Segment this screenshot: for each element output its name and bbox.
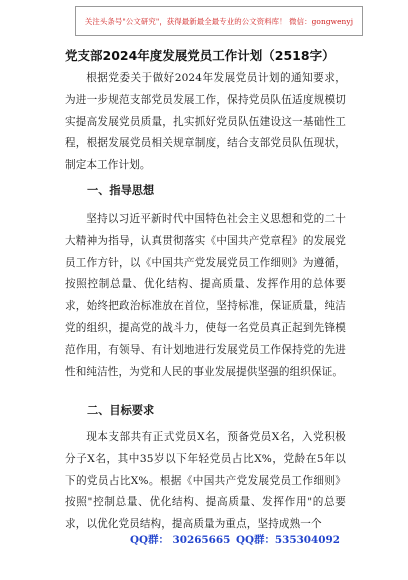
goals-paragraph: 现本支部共有正式党员X名，预备党员X名，入党积极分子X名，其中35岁以下年轻党员占比X%，党龄在5年以下的党员占比X%。根据《中国共产党发展党员工作细则》按照"控制总量、优化结构、提高质量、发挥作用"的总要求，以优化党员结构，提高质量为重点，坚持成熟一个 [65, 431, 346, 531]
section-heading-goals: 二、目标要求 [87, 404, 155, 417]
intro-paragraph: 根据党委关于做好2024年发展党员计划的通知要求，为进一步规范支部党员发展工作，保持党员队伍适度规模切实提高发展党员质量，扎实抓好党员队伍建设这一基础性工程，根据发展党员相关规章制度，结合支部党员队伍现状，制定本工作计划。 [65, 72, 346, 172]
section-heading-guiding-ideology: 一、指导思想 [87, 184, 155, 197]
promo-banner-text: 关注头条号"公文研究"，获得最新最全最专业的公文资料库！ 微信：gongwenyj [84, 16, 354, 26]
footer-qq-group-2: QQ群：535304092 [236, 534, 340, 546]
document-title: 党支部2024年度发展党员工作计划（2518字） [65, 48, 335, 63]
footer-qq-group-1: QQ群： 30265665 [130, 534, 231, 546]
promo-banner [75, 6, 363, 36]
guiding-ideology-paragraph: 坚持以习近平新时代中国特色社会主义思想和党的二十大精神为指导，认真贯彻落实《中国共产党章程》的发展党员工作方针，以《中国共产党发展党员工作细则》为遵循，按照控制总量、优化结构、提高质量、发挥作用的总体要求，始终把政治标准放在首位，坚持标准，保证质量，纯洁党的组织，提高党的战斗力，使每一名党员真正起到先锋模范作用，有领导、有计划地进行发展党员工作保持党的先进性和纯洁性，为党和人民的事业发展提供坚强的组织保证。 [65, 213, 346, 378]
